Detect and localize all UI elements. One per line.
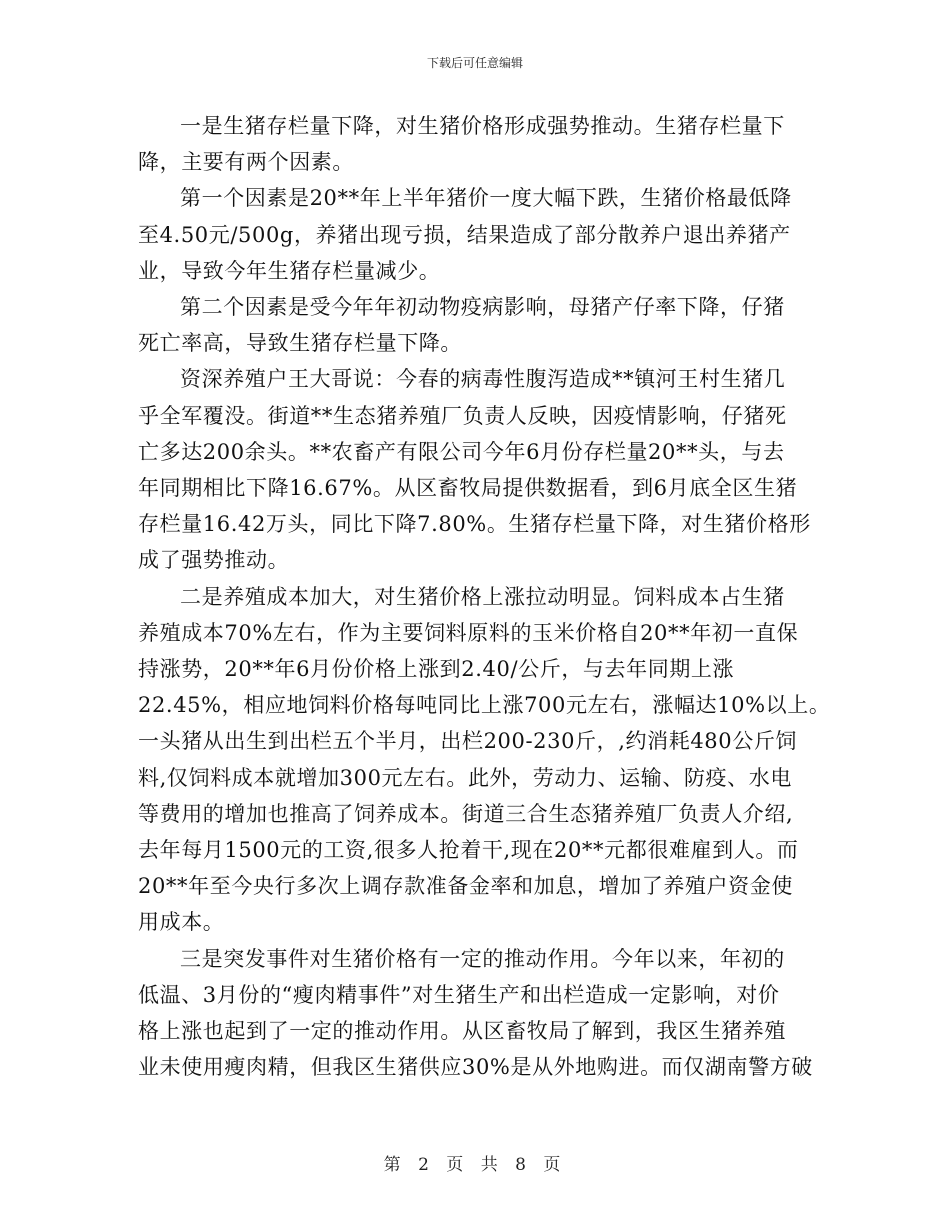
text-line: 料,仅饲料成本就增加300元左右。此外，劳动力、运输、防疫、水电 xyxy=(138,765,792,790)
text-line: 低温、3月份的“瘦肉精事件”对生猪生产和出栏造成一定影响，对价 xyxy=(138,982,780,1007)
paragraph-3 xyxy=(138,289,806,361)
text-line: 业，导致今年生猪存栏量减少。 xyxy=(138,258,441,283)
text-line: 持涨势，20**年6月份价格上涨到2.40/公斤，与去年同期上涨 xyxy=(138,657,735,682)
header-note: 下载后可任意编辑 xyxy=(426,56,523,70)
paragraph-2 xyxy=(138,180,806,289)
text-line: 第一个因素是20**年上半年猪价一度大幅下跌，生猪价格最低降 xyxy=(180,186,792,211)
text-line: 22.45%，相应地饲料价格每吨同比上涨700元左右，涨幅达10%以上。 xyxy=(138,693,831,718)
text-line: 降，主要有两个因素。 xyxy=(138,150,354,175)
text-line: 死亡率高，导致生猪存栏量下降。 xyxy=(138,331,462,356)
text-line: 资深养殖户王大哥说：今春的病毒性腹泻造成**镇河王村生猪几 xyxy=(180,367,786,392)
text-line: 亡多达200余头。**农畜产有限公司今年6月份存栏量20**头，与去 xyxy=(138,439,785,464)
page-footer: 第 2 页 共 8 页 xyxy=(383,1155,567,1175)
text-line: 存栏量16.42万头，同比下降7.80%。生猪存栏量下降，对生猪价格形 xyxy=(138,512,811,537)
paragraph-4 xyxy=(138,361,811,578)
text-line: 等费用的增加也推高了饲养成本。街道三合生态猪养殖厂负责人介绍, xyxy=(138,801,794,826)
text-line: 用成本。 xyxy=(138,910,225,935)
text-line: 乎全军覆没。街道**生态猪养殖厂负责人反映，因疫情影响，仔猪死 xyxy=(138,403,787,428)
text-line: 格上涨也起到了一定的推动作用。从区畜牧局了解到，我区生猪养殖 xyxy=(138,1019,786,1044)
document-body xyxy=(138,108,831,1085)
text-line: 年同期相比下降16.67%。从区畜牧局提供数据看，到6月底全区生猪 xyxy=(138,476,798,501)
text-line: 去年每月1500元的工资,很多人抢着干,现在20**元都很难雇到人。而 xyxy=(138,838,799,863)
text-line: 一是生猪存栏量下降，对生猪价格形成强势推动。生猪存栏量下 xyxy=(180,114,785,138)
text-line: 20**年至今央行多次上调存款准备金率和加息，增加了养殖户资金使 xyxy=(138,874,793,899)
text-line: 养殖成本70%左右，作为主要饲料原料的玉米价格自20**年初一直保 xyxy=(138,620,799,645)
text-line: 至4.50元/500g，养猪出现亏损，结果造成了部分散养户退出养猪产 xyxy=(138,222,791,247)
text-line: 业未使用瘦肉精，但我区生猪供应30%是从外地购进。而仅湖南警方破 xyxy=(138,1055,813,1080)
paragraph-1 xyxy=(138,108,806,180)
text-line: 一头猪从出生到出栏五个半月，出栏200-230斤，,约消耗480公斤饲 xyxy=(138,729,798,754)
paragraph-6 xyxy=(138,941,813,1086)
text-line: 成了强势推动。 xyxy=(138,548,290,573)
text-line: 第二个因素是受今年年初动物疫病影响，母猪产仔率下降，仔猪 xyxy=(180,295,785,320)
text-line: 二是养殖成本加大，对生猪价格上涨拉动明显。饲料成本占生猪 xyxy=(180,584,785,609)
paragraph-5 xyxy=(138,579,831,941)
text-line: 三是突发事件对生猪价格有一定的推动作用。今年以来，年初的 xyxy=(180,946,785,971)
